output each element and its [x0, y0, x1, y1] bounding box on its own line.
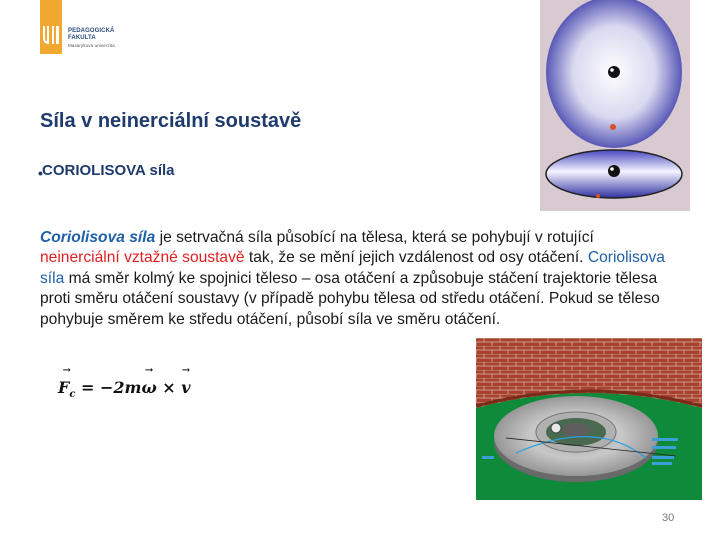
logo-line2: FAKULTA	[68, 35, 96, 41]
paragraph-part1: je setrvačná síla působící na tělesa, která se pohybují v rotující	[155, 229, 594, 246]
paragraph-part3: má směr kolmý ke spojnici těleso – osa otáčení a způsobuje stáčení trajektorie tělesa proti směru otáčení soustavy (v případě pohybu tělesa od středu otáčení. Pokud se těleso pohybuje směrem ke středu otáčení, působí síla ve směru otáčení.	[40, 269, 660, 328]
mu-logo-icon	[40, 24, 62, 48]
definition-paragraph	[40, 228, 675, 330]
term-coriolis-force: Coriolisova síla	[40, 229, 156, 246]
formula-velocity-vector: → v	[181, 378, 190, 397]
slide-title: Síla v neinerciální soustavě	[40, 110, 302, 132]
rotating-platform-illustration	[476, 338, 702, 500]
bullet-label: CORIOLISOVA síla	[42, 162, 175, 179]
page-number: 30	[662, 512, 675, 524]
coriolis-formula	[58, 378, 191, 400]
bullet-item	[40, 162, 175, 179]
formula-times: ×	[156, 378, 182, 397]
paragraph-part2: tak, že se mění jejich vzdálenost od osy otáčení.	[244, 249, 588, 267]
highlight-coriolis-force: Coriolisova síla	[40, 249, 665, 287]
faculty-name	[68, 28, 115, 49]
formula-mass: m	[124, 378, 142, 397]
logo-line1: PEDAGOGICKÁ	[68, 28, 115, 34]
rotating-disc-illustration	[540, 0, 690, 211]
logo-line3: Masarykova univerzita	[68, 43, 115, 48]
highlight-noninertial-frame: neinerciální vztažné soustavě	[40, 249, 245, 267]
formula-equals: = −2	[75, 378, 125, 397]
bullet-dot-icon: •	[38, 165, 43, 181]
formula-force-vector: → $F_c$	[58, 378, 75, 400]
faculty-logo	[40, 0, 62, 54]
formula-omega-vector: → ω	[141, 378, 156, 397]
